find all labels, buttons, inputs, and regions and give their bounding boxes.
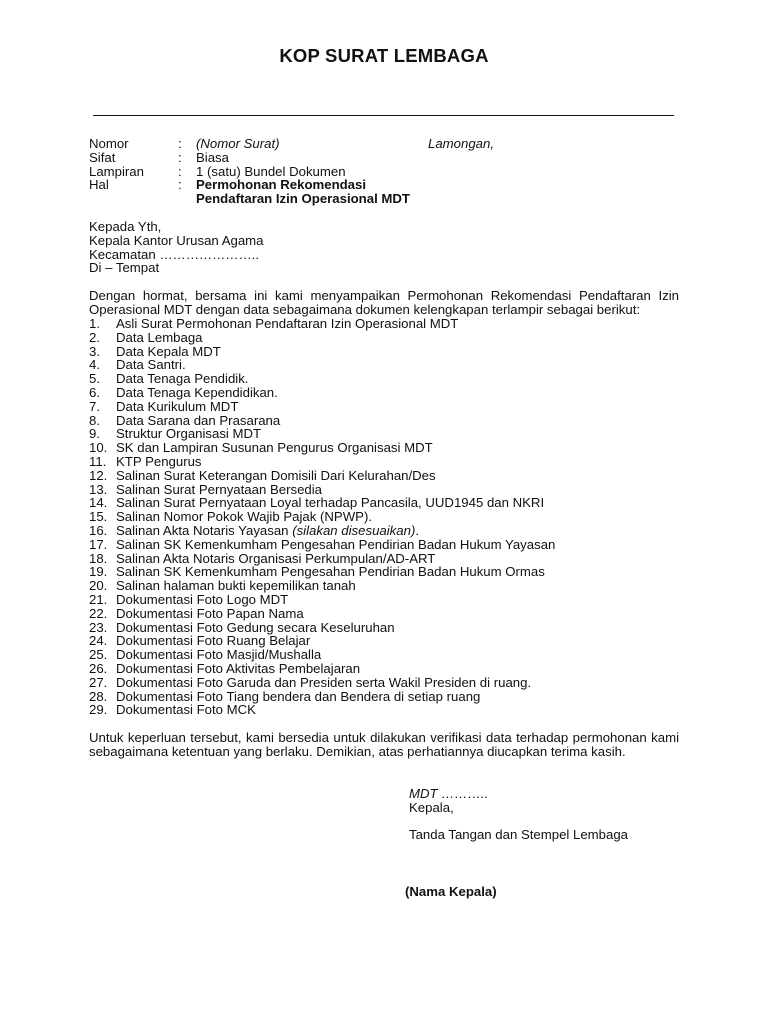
list-item-number: 24. [89, 633, 108, 649]
list-item-label: Salinan SK Kemenkumham Pengesahan Pendirian Badan Hukum Yayasan [116, 536, 556, 552]
list-item-text [116, 331, 203, 345]
list-item-text [116, 455, 202, 469]
list-item-text [116, 317, 458, 331]
list-item [89, 690, 689, 704]
list-item [89, 372, 689, 386]
list-item-text [116, 372, 248, 386]
list-item-number: 5. [89, 371, 100, 387]
list-item-text [116, 427, 261, 441]
list-item-label: Salinan Surat Pernyataan Bersedia [116, 481, 323, 497]
list-item-text [116, 593, 288, 607]
list-item-number: 11. [89, 453, 107, 469]
list-item-label: Salinan Surat Keterangan Domisili Dari Kelurahan/Des [116, 467, 436, 483]
list-item-text [116, 634, 310, 648]
list-item-label: Data Kepala MDT [116, 343, 221, 359]
list-item-number: 19. [89, 564, 108, 580]
list-item-label: Dokumentasi Foto Garuda dan Presiden serta Wakil Presiden di ruang. [116, 674, 532, 690]
header-row-hal-cont [89, 192, 689, 206]
recipient-line: Di – Tempat [89, 260, 160, 276]
list-item-label: Data Kurikulum MDT [116, 398, 239, 414]
list-item-text [116, 648, 321, 662]
header-label: Hal [89, 177, 109, 193]
list-item-number: 16. [89, 522, 108, 538]
list-item-label: Salinan Surat Pernyataan Loyal terhadap Pancasila, UUD1945 dan NKRI [116, 495, 545, 511]
list-item-number: 1. [89, 316, 100, 331]
list-item [89, 331, 689, 345]
header-colon: : [178, 149, 182, 165]
letter-number: (Nomor Surat) [196, 136, 280, 151]
header-colon: : [178, 177, 182, 193]
list-item-text [116, 579, 356, 593]
list-item-number: 3. [89, 343, 100, 359]
list-item-number: 8. [89, 412, 100, 428]
list-item-text [116, 538, 555, 552]
letter-place: Lamongan, [428, 136, 494, 151]
signature-spacer [409, 815, 628, 829]
list-item-number: 2. [89, 329, 100, 345]
list-item-text [116, 414, 280, 428]
list-item-label: Dokumentasi Foto Papan Nama [116, 605, 304, 621]
list-item [89, 565, 689, 579]
header-row-lampiran [89, 165, 689, 179]
list-item [89, 483, 689, 497]
signature-role: Kepala, [409, 799, 454, 815]
list-item-number: 18. [89, 550, 108, 566]
list-item [89, 358, 689, 372]
list-item [89, 510, 689, 524]
recipient-line: Kepala Kantor Urusan Agama [89, 232, 264, 248]
letter-subject-line2: Pendaftaran Izin Operasional MDT [196, 191, 410, 207]
recipient-block [89, 220, 263, 275]
list-item-text [116, 552, 435, 566]
list-item [89, 427, 689, 441]
list-item-label: Dokumentasi Foto Gedung secara Keseluruhan [116, 619, 395, 635]
list-item-number: 22. [89, 605, 108, 621]
list-item-label: Dokumentasi Foto Aktivitas Pembelajaran [116, 660, 361, 676]
list-item-label: SK dan Lampiran Susunan Pengurus Organisasi MDT [116, 440, 433, 456]
list-item [89, 552, 689, 566]
list-item-text [116, 703, 256, 717]
list-item-number: 6. [89, 384, 100, 400]
list-item-label: Salinan SK Kemenkumham Pengesahan Pendirian Badan Hukum Ormas [116, 564, 545, 580]
header-label: Nomor [89, 136, 129, 151]
header-row-sifat [89, 151, 689, 165]
list-item-label: Dokumentasi Foto Ruang Belajar [116, 633, 311, 649]
list-item-number: 10. [89, 440, 108, 456]
list-item-label: Data Tenaga Pendidik. [116, 371, 249, 387]
list-item [89, 662, 689, 676]
list-item-label: Dokumentasi Foto Logo MDT [116, 591, 289, 607]
list-item [89, 607, 689, 621]
list-item-text [116, 483, 322, 497]
list-item-label: Data Lembaga [116, 329, 203, 345]
list-item-number: 27. [89, 674, 108, 690]
list-item-label: Asli Surat Permohonan Pendaftaran Izin Operasional MDT [116, 316, 459, 331]
list-item [89, 634, 689, 648]
list-item-number: 29. [89, 702, 108, 718]
list-item-label: Salinan Nomor Pokok Wajib Pajak (NPWP). [116, 509, 373, 525]
list-item [89, 621, 689, 635]
list-item-text [116, 496, 544, 510]
list-item-number: 15. [89, 509, 108, 525]
list-item [89, 441, 689, 455]
attachment-list [89, 317, 689, 717]
letterhead-title: KOP SURAT LEMBAGA [279, 45, 489, 66]
list-item [89, 579, 689, 593]
signature-note: Tanda Tangan dan Stempel Lembaga [409, 827, 628, 843]
list-item-label: Salinan halaman bukti kepemilikan tanah [116, 578, 356, 594]
list-item-number: 9. [89, 426, 100, 442]
list-item-text [116, 469, 436, 483]
list-item-label: Struktur Organisasi MDT [116, 426, 262, 442]
list-item-text [116, 621, 395, 635]
list-item-number: 13. [89, 481, 108, 497]
list-item-text [116, 524, 419, 538]
list-item-text [116, 676, 531, 690]
list-item [89, 496, 689, 510]
letter-subject: Permohonan Rekomendasi [196, 177, 367, 193]
list-item-number: 21. [89, 591, 108, 607]
list-item [89, 386, 689, 400]
list-item-text [116, 441, 433, 455]
recipient-line: Kecamatan ………………….. [89, 246, 260, 262]
list-item-label: Data Santri. [116, 357, 186, 373]
list-item-number: 26. [89, 660, 108, 676]
list-item-suffix: . [415, 522, 420, 538]
signature-org: MDT ……….. [409, 786, 489, 801]
intro-paragraph: Dengan hormat, bersama ini kami menyampaikan Permohonan Rekomendasi Pendaftaran Izin Operasional MDT dengan data sebagaimana dokumen kelengkapan terlampir sebagai berikut: [89, 288, 679, 317]
list-item [89, 648, 689, 662]
signatory-name: (Nama Kepala) [405, 884, 497, 899]
header-row-nomor [89, 137, 689, 151]
list-item-number: 23. [89, 619, 108, 635]
list-item [89, 676, 689, 690]
list-item [89, 538, 689, 552]
closing-paragraph: Untuk keperluan tersebut, kami bersedia untuk dilakukan verifikasi data terhadap permohonan kami sebagaimana ketentuan yang berlaku. Demikian, atas perhatiannya diucapkan terima kasih. [89, 730, 679, 759]
letterhead-divider [93, 115, 674, 116]
header-row-hal [89, 178, 689, 192]
list-item [89, 345, 689, 359]
list-item-label: Data Sarana dan Prasarana [116, 412, 281, 428]
list-item-number: 20. [89, 578, 108, 594]
signature-block [409, 787, 628, 842]
letter-header [89, 137, 689, 206]
list-item [89, 414, 689, 428]
recipient-line: Kepada Yth, [89, 219, 162, 234]
list-item-label: Data Tenaga Kependidikan. [116, 384, 278, 400]
list-item-label: Salinan Akta Notaris Yayasan [116, 522, 293, 538]
list-item-number: 12. [89, 467, 108, 483]
list-item-label: Salinan Akta Notaris Organisasi Perkumpulan/AD-ART [116, 550, 436, 566]
header-label: Lampiran [89, 163, 144, 179]
list-item-label: Dokumentasi Foto Masjid/Mushalla [116, 647, 322, 663]
list-item-text [116, 607, 304, 621]
letter-nature: Biasa [196, 149, 229, 165]
list-item-text [116, 690, 480, 704]
list-item-label: Dokumentasi Foto MCK [116, 702, 256, 718]
list-item-text [116, 386, 278, 400]
list-item-number: 17. [89, 536, 108, 552]
list-item-note: (silakan disesuaikan) [292, 522, 416, 538]
list-item [89, 593, 689, 607]
list-item-number: 25. [89, 647, 108, 663]
list-item-number: 14. [89, 495, 108, 511]
list-item-text [116, 662, 360, 676]
header-colon: : [178, 163, 182, 179]
list-item-number: 4. [89, 357, 100, 373]
list-item [89, 524, 689, 538]
list-item [89, 317, 689, 331]
list-item-text [116, 345, 221, 359]
list-item-text [116, 400, 238, 414]
list-item-number: 7. [89, 398, 100, 414]
list-item [89, 455, 689, 469]
list-item [89, 703, 689, 717]
list-item-number: 28. [89, 688, 108, 704]
header-colon: : [178, 136, 182, 151]
list-item [89, 400, 689, 414]
header-label: Sifat [89, 149, 116, 165]
list-item-text [116, 510, 372, 524]
letter-attachment: 1 (satu) Bundel Dokumen [196, 163, 346, 179]
list-item-label: Dokumentasi Foto Tiang bendera dan Bendera di setiap ruang [116, 688, 481, 704]
list-item-text [116, 358, 186, 372]
list-item-text [116, 565, 545, 579]
list-item [89, 469, 689, 483]
list-item-label: KTP Pengurus [116, 453, 202, 469]
